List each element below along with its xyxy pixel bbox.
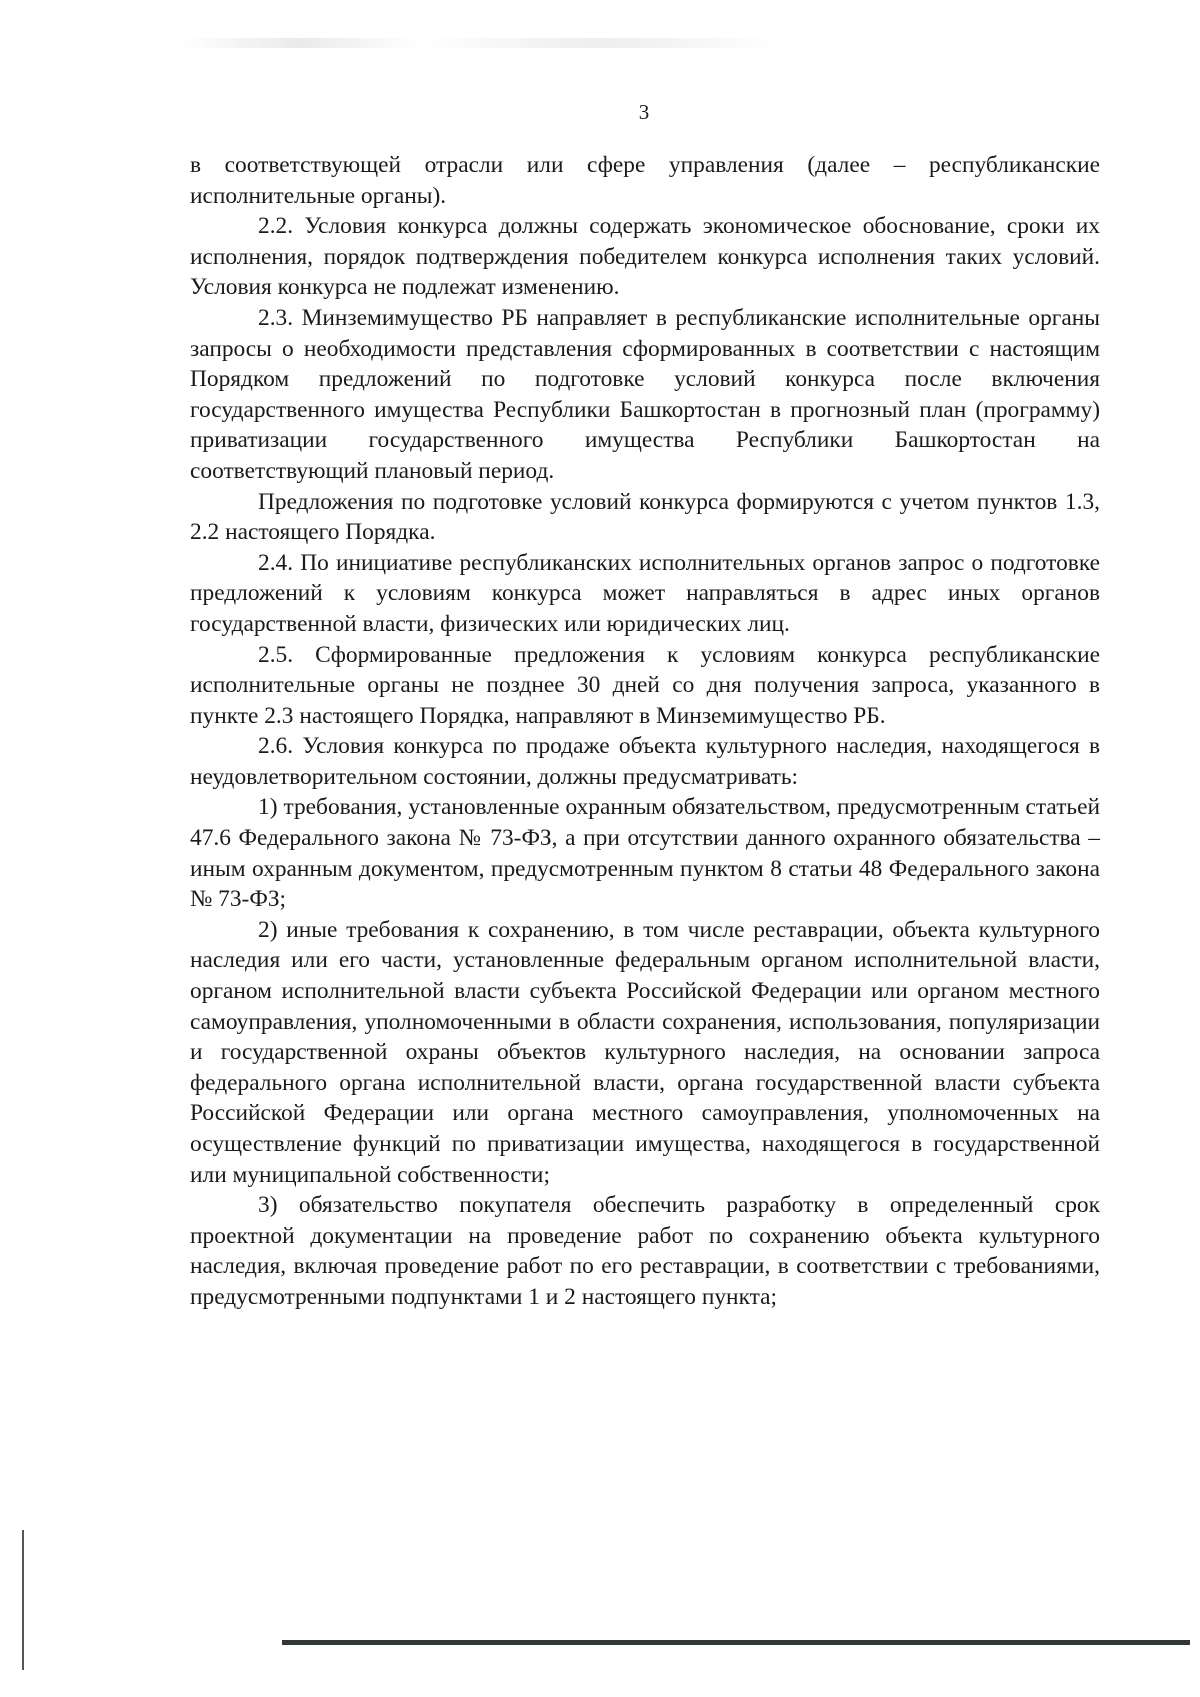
- scan-edge-mark: [22, 1530, 24, 1670]
- paragraph-intro: в соответствующей отрасли или сфере управления (далее – республиканские исполнительные органы).: [190, 152, 1100, 209]
- paragraph-2-2: 2.2. Условия конкурса должны содержать экономическое обоснование, сроки их исполнения, порядок подтверждения победителем конкурса исполнения таких условий. Условия конкурса не подлежат изменению.: [190, 213, 1100, 301]
- paragraph-proposals: Предложения по подготовке условий конкурса формируются с учетом пунктов 1.3, 2.2 настоящего Порядка.: [190, 488, 1100, 546]
- paragraph-item-1: 1) требования, установленные охранным обязательством, предусмотренным статьей 47.6 Федерального закона № 73-ФЗ, а при отсутствии данного охранного обязательства – иным охранным документом, предусмотренным пунктом 8 статьи 48 Федерального закона № 73-ФЗ;: [190, 794, 1100, 913]
- document-body: [190, 150, 1100, 1313]
- paragraph-2-6: 2.6. Условия конкурса по продаже объекта культурного наследия, находящегося в неудовлетворительном состоянии, должны предусматривать:: [190, 733, 1100, 790]
- page-number: 3: [638, 100, 650, 124]
- bottom-rule: [282, 1640, 1190, 1645]
- paragraph-item-2: 2) иные требования к сохранению, в том числе реставрации, объекта культурного наследия или его части, установленные федеральным органом исполнительной власти, органом исполнительной власти субъекта Российской Федерации или органом местного самоуправления, уполномоченными в области сохранения, использования, популяризации и государственной охраны объектов культурного наследия, на основании запроса федерального органа исполнительной власти, органа государственной власти субъекта Российской Федерации или органа местного самоуправления, уполномоченных на осуществление функций по приватизации имущества, находящегося в государственной или муниципальной собственности;: [190, 916, 1100, 1188]
- scan-artifact: [180, 38, 780, 48]
- paragraph-item-3: 3) обязательство покупателя обеспечить разработку в определенный срок проектной документации на проведение работ по сохранению объекта культурного наследия, включая проведение работ по его реставрации, в соответствии с требованиями, предусмотренными подпунктами 1 и 2 настоящего пункта;: [190, 1192, 1100, 1310]
- paragraph-2-5: 2.5. Сформированные предложения к условиям конкурса республиканские исполнительные органы не позднее 30 дней со дня получения запроса, указанного в пункте 2.3 настоящего Порядка, направляют в Минземимущество РБ.: [190, 641, 1100, 729]
- paragraph-2-4: 2.4. По инициативе республиканских исполнительных органов запрос о подготовке предложений к условиям конкурса может направляться в адрес иных органов государственной власти, физических или юридических лиц.: [190, 549, 1100, 637]
- paragraph-2-3: 2.3. Минземимущество РБ направляет в республиканские исполнительные органы запросы о необходимости представления сформированных в соответствии с настоящим Порядком предложений по подготовке условий конкурса после включения государственного имущества Республики Башкортостан в прогнозный план (программу) приватизации государственного имущества Республики Башкортостан на соответствующий плановый период.: [190, 304, 1100, 484]
